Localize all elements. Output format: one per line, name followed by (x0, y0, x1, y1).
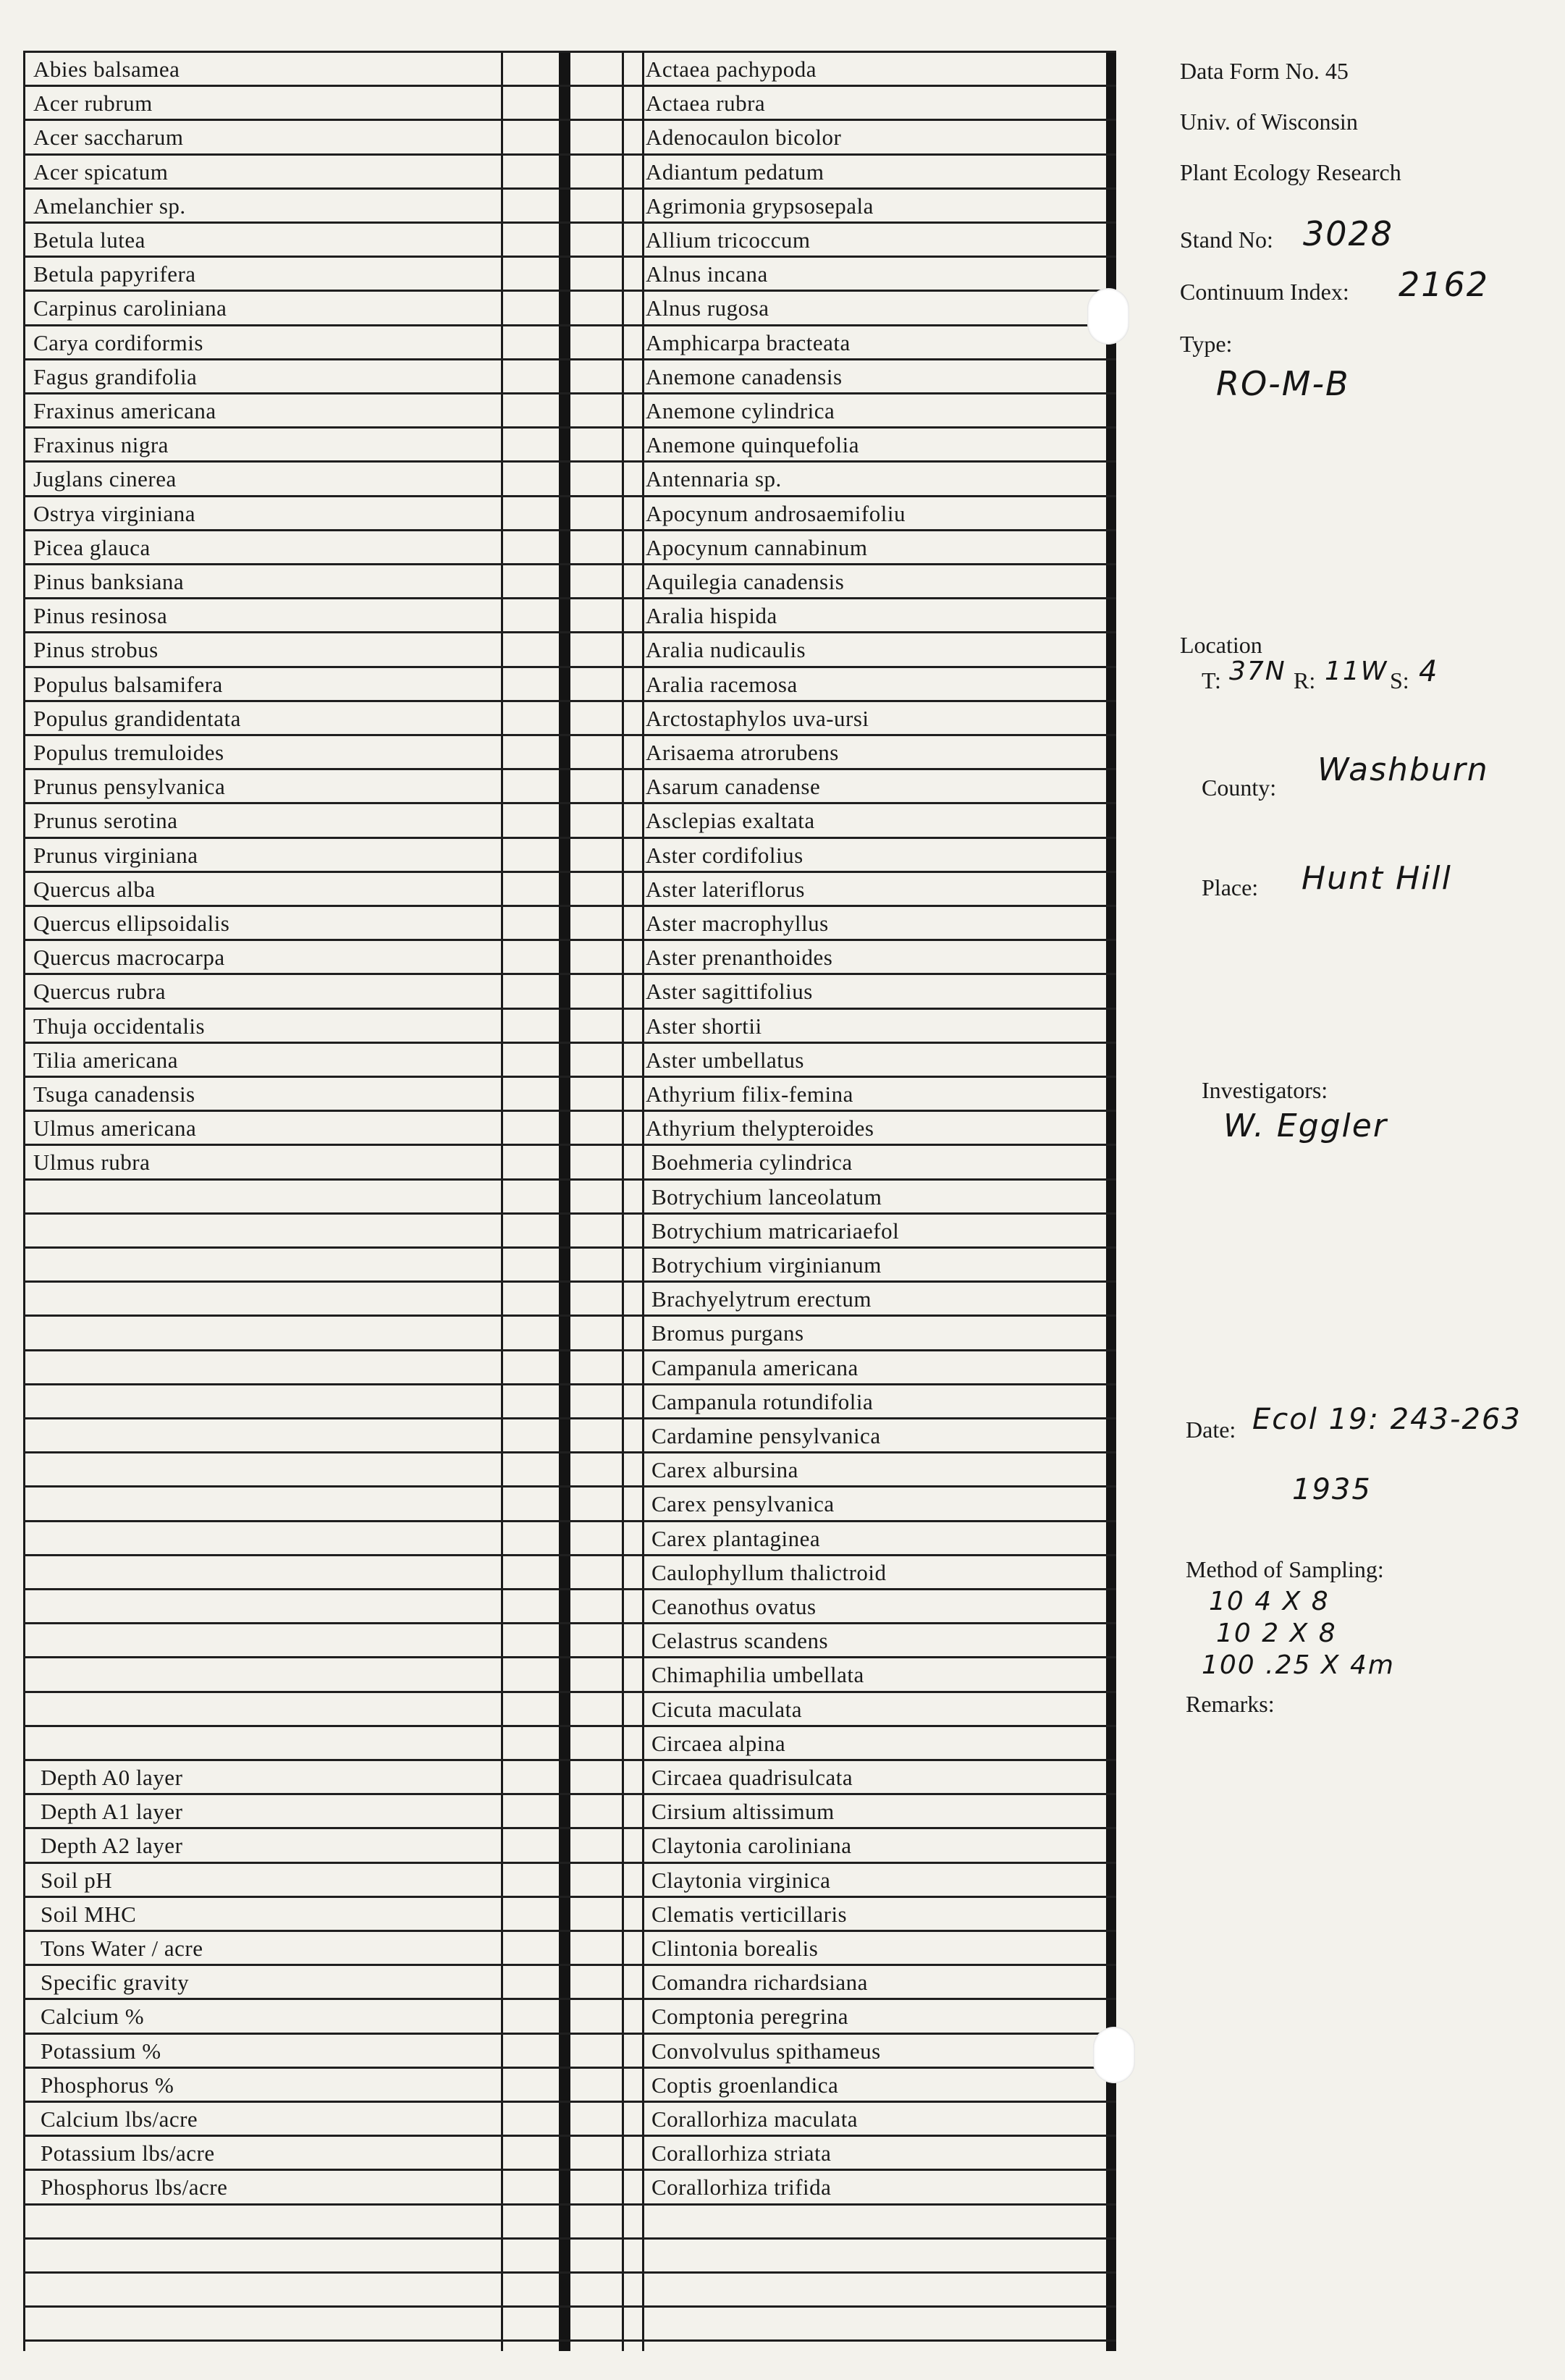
herb-species-cell: Adenocaulon bicolor (646, 125, 842, 151)
tree-species-cell: Tilia americana (33, 1047, 179, 1073)
herb-species-cell: Cirsium altissimum (651, 1799, 835, 1825)
herb-species-cell: Aster shortii (646, 1013, 762, 1039)
tree-species-cell: Thuja occidentalis (33, 1013, 206, 1039)
herb-species-cell: Arisaema atrorubens (646, 740, 839, 765)
year-value: 1935 (1292, 1473, 1372, 1506)
soil-property-cell: Depth A0 layer (41, 1765, 183, 1790)
herb-species-cell: Celastrus scandens (651, 1628, 829, 1654)
tree-species-cell: Amelanchier sp. (33, 193, 186, 219)
soil-property-cell: Depth A1 layer (41, 1799, 183, 1825)
center-divider (559, 51, 570, 2351)
herb-species-cell: Circaea quadrisulcata (651, 1765, 853, 1790)
herb-species-cell: Asarum canadense (646, 774, 821, 800)
stand-value: 3028 (1303, 214, 1394, 253)
tree-species-cell: Populus tremuloides (33, 740, 224, 765)
herb-species-cell: Allium tricoccum (646, 227, 811, 253)
tree-species-cell: Populus balsamifera (33, 671, 223, 697)
herb-species-cell: Anemone canadensis (646, 363, 843, 389)
method-label: Method of Sampling: (1186, 1556, 1384, 1582)
row-rule (23, 2339, 1116, 2342)
herb-species-cell: Adiantum pedatum (646, 159, 824, 185)
left-border (23, 51, 25, 2351)
tree-species-cell: Quercus alba (33, 876, 156, 902)
tree-species-cell: Prunus pensylvanica (33, 774, 226, 800)
tree-species-cell: Acer saccharum (33, 125, 184, 151)
herb-species-cell: Arctostaphylos uva-ursi (646, 705, 869, 731)
row-rule (23, 2305, 1116, 2308)
herb-species-cell: Clematis verticillaris (651, 1901, 848, 1927)
continuum-label: Continuum Index: (1180, 279, 1349, 305)
tree-species-cell: Betula papyrifera (33, 261, 196, 287)
tree-species-cell: Fraxinus americana (33, 398, 216, 423)
soil-property-cell: Potassium lbs/acre (41, 2140, 215, 2166)
soil-property-cell: Soil pH (41, 1867, 113, 1893)
section-value: 4 (1419, 655, 1439, 688)
tree-species-cell: Quercus rubra (33, 979, 166, 1005)
herb-species-cell: Botrychium lanceolatum (651, 1183, 882, 1210)
remarks-label: Remarks: (1186, 1691, 1275, 1717)
herb-species-cell: Boehmeria cylindrica (651, 1149, 853, 1176)
herb-species-cell: Aquilegia canadensis (646, 569, 845, 594)
soil-property-cell: Potassium % (41, 2038, 161, 2064)
herb-species-cell: Aster cordifolius (646, 842, 803, 868)
research-unit: Plant Ecology Research (1180, 159, 1401, 185)
herb-species-cell: Aster umbellatus (646, 1047, 804, 1073)
herb-species-cell: Apocynum cannabinum (646, 534, 868, 560)
herb-species-cell: Circaea alpina (651, 1730, 786, 1756)
soil-property-cell: Specific gravity (41, 1970, 190, 1996)
date-value: Ecol 19: 243-263 (1252, 1403, 1522, 1436)
tree-species-cell: Fraxinus nigra (33, 432, 169, 458)
tree-species-cell: Pinus resinosa (33, 603, 168, 629)
type-label: Type: (1180, 331, 1233, 357)
tree-species-cell: Prunus serotina (33, 808, 178, 834)
method-line-3: 100 .25 X 4m (1202, 1650, 1395, 1680)
soil-property-cell: Phosphorus lbs/acre (41, 2174, 228, 2200)
herb-species-cell: Athyrium filix-femina (646, 1081, 853, 1107)
herb-species-cell: Chimaphilia umbellata (651, 1662, 864, 1688)
herb-species-cell: Carex pensylvanica (651, 1491, 835, 1517)
right-border (1106, 51, 1116, 2351)
herb-species-cell: Botrychium matricariaefol (651, 1218, 900, 1244)
herb-species-cell: Agrimonia grypsosepala (646, 193, 874, 219)
range-value: 11W (1325, 657, 1388, 686)
date-label: Date: (1186, 1417, 1236, 1443)
herb-species-cell: Brachyelytrum erectum (651, 1286, 872, 1312)
herb-species-cell: Anemone quinquefolia (646, 432, 859, 458)
herb-species-cell: Carex albursina (651, 1457, 798, 1483)
herb-species-cell: Comandra richardsiana (651, 1970, 868, 1996)
herb-species-cell: Aster macrophyllus (646, 911, 829, 936)
herb-species-cell: Clintonia borealis (651, 1936, 819, 1961)
herb-species-cell: Aster lateriflorus (646, 876, 805, 902)
tree-species-cell: Quercus macrocarpa (33, 945, 225, 971)
herb-species-cell: Aralia nudicaulis (646, 637, 806, 663)
herb-species-cell: Apocynum androsaemifoliu (646, 500, 906, 526)
column-divider-3 (642, 51, 644, 2351)
herb-species-cell: Cicuta maculata (651, 1696, 803, 1722)
soil-property-cell: Phosphorus % (41, 2072, 174, 2098)
tree-species-cell: Ostrya virginiana (33, 500, 196, 526)
herb-species-cell: Bromus purgans (651, 1320, 804, 1346)
range-label: R: (1294, 667, 1316, 693)
herb-species-cell: Asclepias exaltata (646, 808, 815, 834)
herb-species-cell: Aralia racemosa (646, 671, 798, 697)
herb-species-cell: Actaea rubra (646, 90, 766, 117)
herb-species-cell: Antennaria sp. (646, 466, 782, 492)
tree-species-cell: Carpinus caroliniana (33, 295, 227, 321)
tree-species-cell: Ulmus rubra (33, 1149, 151, 1176)
method-line-1: 10 4 X 8 (1209, 1587, 1330, 1616)
herb-species-cell: Campanula rotundifolia (651, 1388, 874, 1414)
herb-species-cell: Campanula americana (651, 1354, 859, 1380)
soil-property-cell: Calcium % (41, 2004, 145, 2030)
herb-species-cell: Ceanothus ovatus (651, 1594, 817, 1619)
herb-species-cell: Amphicarpa bracteata (646, 329, 851, 355)
tree-species-cell: Prunus virginiana (33, 842, 198, 868)
herb-species-cell: Cardamine pensylvanica (651, 1423, 881, 1448)
place-label: Place: (1202, 874, 1259, 900)
tree-species-cell: Populus grandidentata (33, 705, 241, 731)
type-value: RO-M-B (1216, 364, 1350, 403)
herb-species-cell: Aster sagittifolius (646, 979, 813, 1005)
herb-species-cell: Aster prenanthoides (646, 945, 833, 971)
soil-property-cell: Calcium lbs/acre (41, 2106, 198, 2132)
method-line-2: 10 2 X 8 (1216, 1619, 1337, 1648)
tree-species-cell: Acer spicatum (33, 159, 169, 185)
tree-species-cell: Fagus grandifolia (33, 363, 198, 389)
tree-species-cell: Pinus banksiana (33, 569, 185, 594)
herb-species-cell: Anemone cylindrica (646, 398, 835, 423)
herb-species-cell: Alnus rugosa (646, 295, 769, 321)
punch-hole-top (1087, 288, 1129, 345)
herb-species-cell: Botrychium virginianum (651, 1252, 882, 1278)
tree-species-cell: Pinus strobus (33, 637, 159, 663)
soil-property-cell: Depth A2 layer (41, 1833, 183, 1859)
tree-species-cell: Quercus ellipsoidalis (33, 911, 230, 936)
place-value: Hunt Hill (1302, 860, 1452, 897)
herb-species-cell: Caulophyllum thalictroid (651, 1559, 887, 1585)
herb-species-cell: Carex plantaginea (651, 1525, 821, 1551)
tree-species-cell: Acer rubrum (33, 90, 153, 117)
continuum-value: 2162 (1399, 265, 1490, 304)
tree-species-cell: Betula lutea (33, 227, 145, 253)
investigators-value: W. Eggler (1223, 1107, 1388, 1144)
herb-species-cell: Comptonia peregrina (651, 2004, 849, 2030)
soil-property-cell: Soil MHC (41, 1901, 137, 1927)
species-table (23, 51, 1116, 2351)
township-label: T: (1202, 667, 1221, 693)
herb-species-cell: Corallorhiza maculata (651, 2106, 859, 2132)
herb-species-cell: Claytonia caroliniana (651, 1833, 852, 1859)
herb-species-cell: Corallorhiza trifida (651, 2174, 832, 2200)
tree-species-cell: Abies balsamea (33, 56, 180, 82)
county-value: Washburn (1317, 751, 1489, 788)
tree-species-cell: Tsuga canadensis (33, 1081, 195, 1107)
herb-species-cell: Convolvulus spithameus (651, 2038, 881, 2064)
tree-species-cell: Carya cordiformis (33, 329, 203, 355)
herb-species-cell: Claytonia virginica (651, 1867, 831, 1893)
herb-species-cell: Corallorhiza striata (651, 2140, 832, 2166)
location-label: Location (1180, 632, 1262, 658)
herb-species-cell: Alnus incana (646, 261, 768, 287)
column-divider-2 (622, 51, 624, 2351)
tree-species-cell: Juglans cinerea (33, 466, 177, 492)
form-number: Data Form No. 45 (1180, 58, 1349, 84)
investigators-label: Investigators: (1202, 1077, 1328, 1103)
herb-species-cell: Actaea pachypoda (646, 56, 817, 82)
soil-property-cell: Tons Water / acre (41, 1936, 203, 1961)
form-info-panel (1180, 0, 1556, 2380)
section-label: S: (1390, 667, 1409, 693)
township-value: 37N (1229, 657, 1286, 686)
county-label: County: (1202, 775, 1277, 801)
tree-species-cell: Picea glauca (33, 534, 151, 560)
punch-hole-bottom (1093, 2027, 1135, 2083)
herb-species-cell: Coptis groenlandica (651, 2072, 839, 2098)
university: Univ. of Wisconsin (1180, 109, 1358, 135)
herb-species-cell: Athyrium thelypteroides (646, 1115, 874, 1142)
row-rule (23, 2271, 1116, 2274)
herb-species-cell: Aralia hispida (646, 603, 777, 629)
stand-label: Stand No: (1180, 227, 1273, 253)
tree-species-cell: Ulmus americana (33, 1115, 197, 1142)
row-rule (23, 2237, 1116, 2240)
